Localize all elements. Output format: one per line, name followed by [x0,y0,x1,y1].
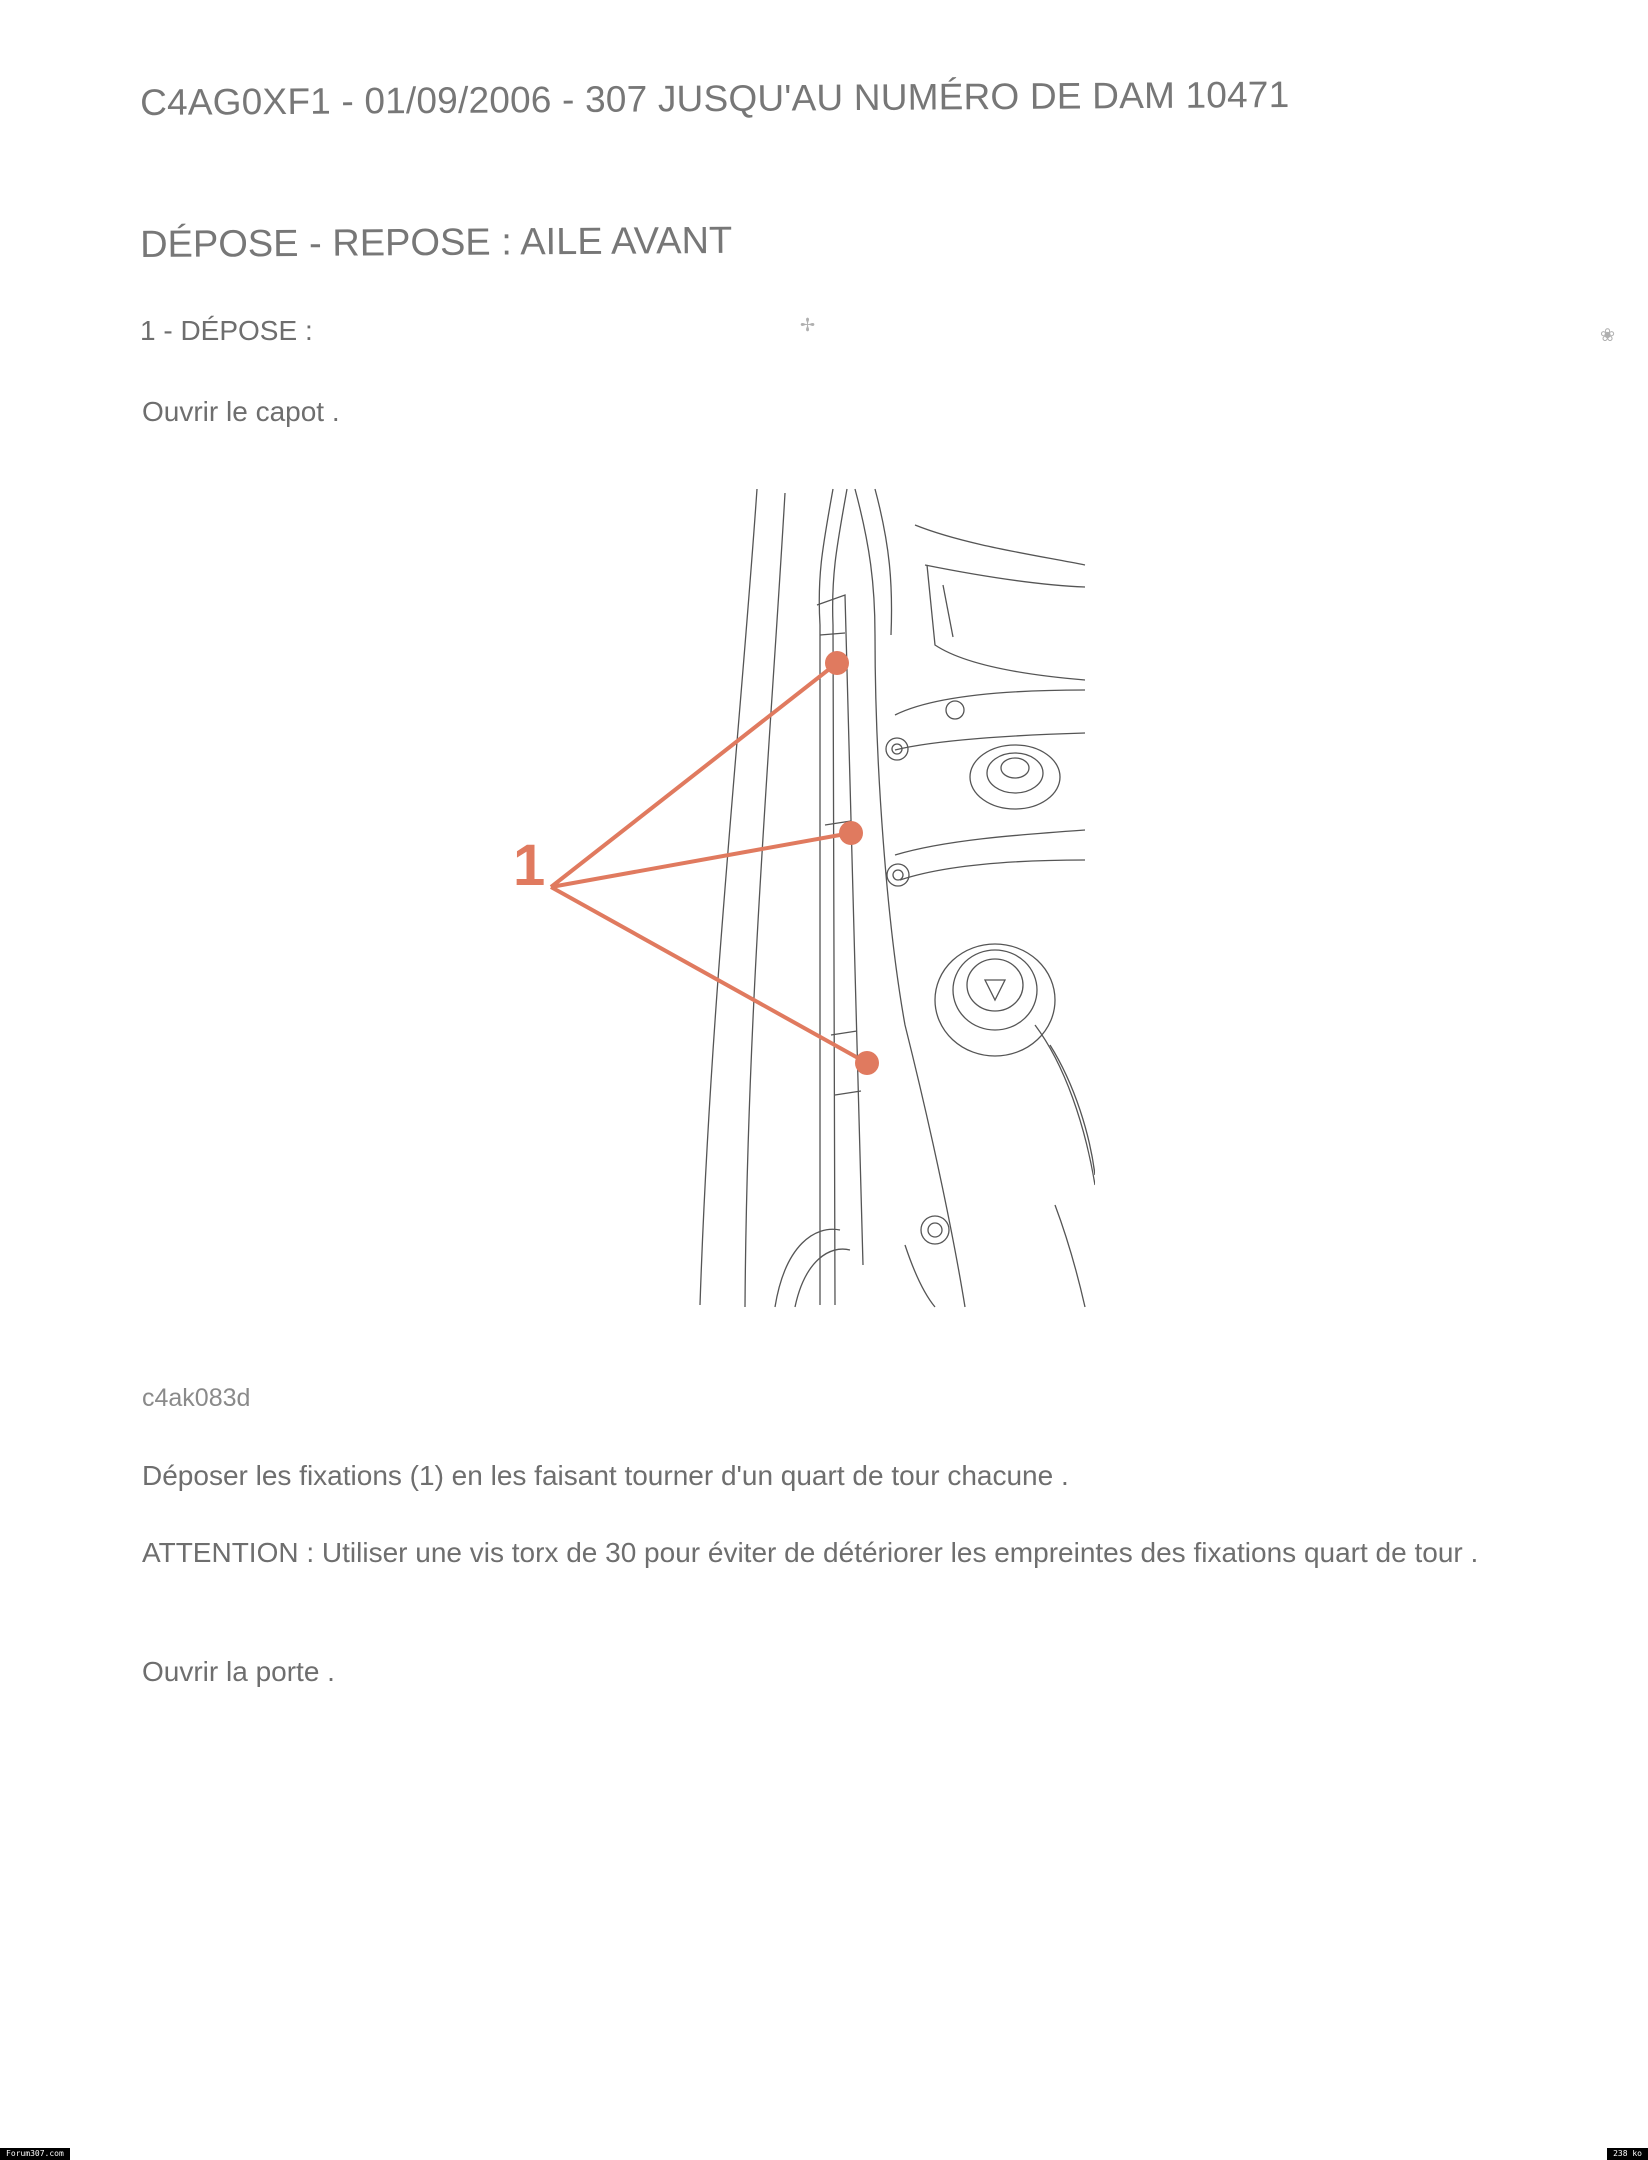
warning-note: ATTENTION : Utiliser une vis torx de 30 pour éviter de détériorer les empreintes des fixations quart de tour . [142,1537,1479,1568]
footer-right-tag: 238 ko [1607,2148,1648,2160]
section-heading-depose: 1 - DÉPOSE : [140,315,313,346]
scan-speck: ✢ [800,315,816,335]
line-drawing [700,489,1095,1307]
step-open-door: Ouvrir la porte . [142,1656,335,1687]
document-title: DÉPOSE - REPOSE : AILE AVANT [140,219,733,266]
document-reference-header: C4AG0XF1 - 01/09/2006 - 307 JUSQU'AU NUMÉRO DE DAM 10471 [140,73,1290,123]
footer-left-tag: Forum307.com [0,2148,70,2160]
fastener-marker [839,821,863,845]
step-open-hood: Ouvrir le capot . [142,396,340,427]
callout-label-1: 1 [513,833,546,898]
technical-illustration [495,485,1095,1310]
fastener-marker [825,651,849,675]
callout-leader-lines [551,651,879,1075]
scan-speck: ❀ [1600,325,1616,345]
callout-leader-line [551,833,851,887]
step-remove-fasteners: Déposer les fixations (1) en les faisant tourner d'un quart de tour chacune . [142,1460,1069,1491]
fastener-marker [855,1051,879,1075]
callout-leader-line [551,663,837,887]
figure-caption: c4ak083d [142,1384,251,1412]
